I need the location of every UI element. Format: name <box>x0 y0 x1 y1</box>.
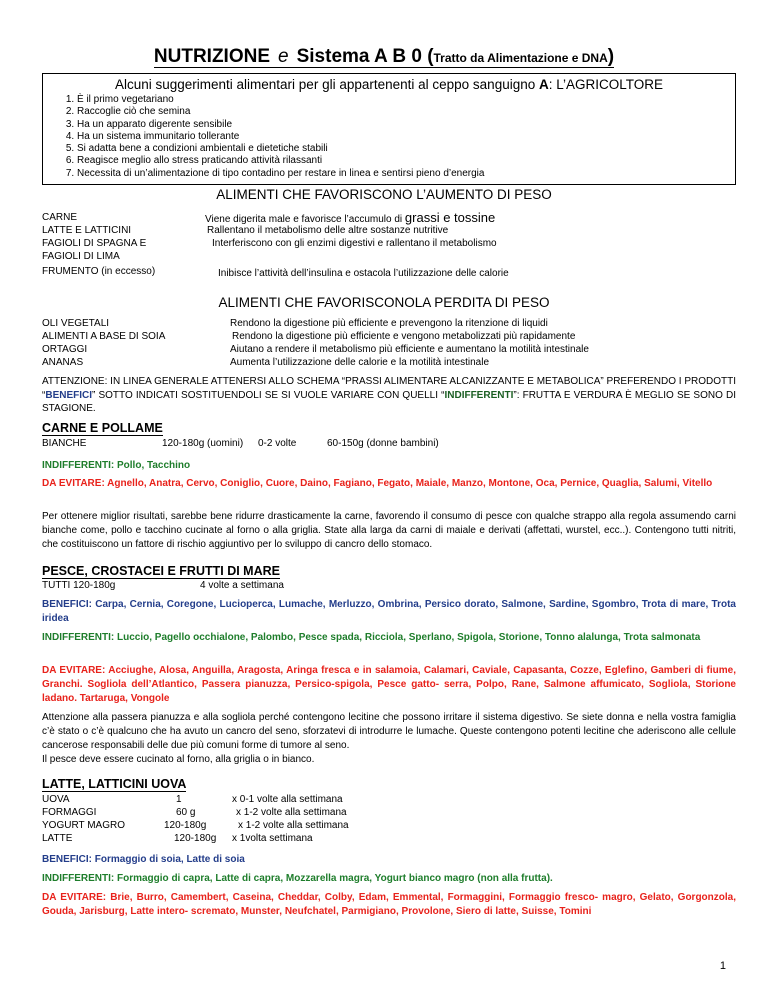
latte-heading <box>42 777 186 791</box>
gain-latte-desc: Rallentano il metabolismo delle altre sostanze nutritive <box>207 225 449 236</box>
pesce-heading-text: PESCE, CROSTACEI E FRUTTI DI MARE <box>42 564 280 578</box>
list-item: 2. Raccoglie ciò che semina <box>77 106 735 118</box>
gain-fagioli-lima: FAGIOLI DI LIMA <box>42 251 120 262</box>
carne-heading-text: CARNE E POLLAME <box>42 421 163 435</box>
gain-heading: ALIMENTI CHE FAVORISCONO L’AUMENTO DI PESO <box>216 187 552 202</box>
latte-freq: x 1-2 volte alla settimana <box>238 820 349 831</box>
latte-freq: x 1volta settimana <box>232 833 313 844</box>
attention-part-c: ”: FRUTTA E VERDURA È MEGLIO SE SONO DI STAGIONE. <box>42 389 736 414</box>
gain-fagioli-spagna: FAGIOLI DI SPAGNA E <box>42 238 147 249</box>
gain-carne-desc-b: grassi e tossine <box>404 210 496 225</box>
list-item: 6. Reagisce meglio allo stress praticando attività rilassanti <box>77 155 735 167</box>
title-source: Tratto da Alimentazione e DNA <box>433 51 608 65</box>
loss-desc: Rendono la digestione più efficiente e prevengono la ritenzione di liquidi <box>230 318 548 329</box>
loss-name: ORTAGGI <box>42 344 88 355</box>
intro-subtitle-group: A <box>538 77 549 92</box>
carne-freq: 0-2 volte <box>258 438 297 449</box>
pesce-freq: 4 volte a settimana <box>200 580 284 591</box>
attention-indifferenti: INDIFFERENTI <box>444 389 514 401</box>
loss-name: ALIMENTI A BASE DI SOIA <box>42 331 166 342</box>
list-item: 1. È il primo vegetariano <box>77 94 735 106</box>
page-number: 1 <box>719 960 726 972</box>
latte-freq: x 1-2 volte alla settimana <box>236 807 347 818</box>
attention-benefici: BENEFICI <box>45 389 93 401</box>
pesce-label: TUTTI 120-180g <box>42 580 116 591</box>
carne-label: BIANCHE <box>42 438 87 449</box>
list-item: 5. Si adatta bene a condizioni ambientali e dietetiche stabili <box>77 143 735 155</box>
list-item: 4. Ha un sistema immunitario tollerante <box>77 131 735 143</box>
latte-name: LATTE <box>42 833 73 844</box>
list-item: 7. Necessita di un’alimentazione di tipo contadino per restare in linea e sentirsi pieno d’energia <box>77 168 735 180</box>
loss-desc: Rendono la digestione più efficiente e vengono metabolizzati più rapidamente <box>232 331 576 342</box>
intro-list <box>43 94 735 180</box>
loss-name: ANANAS <box>42 357 84 368</box>
pesce-heading <box>42 564 280 578</box>
gain-carne-desc <box>205 210 495 225</box>
title-open-paren: ( <box>427 46 434 67</box>
gain-frumento: FRUMENTO (in eccesso) <box>42 266 156 277</box>
gain-frumento-desc: Inibisce l’attività dell’insulina e ostacola l’utilizzazione delle calorie <box>218 268 509 279</box>
attention-note <box>42 375 736 416</box>
latte-qty: 120-180g <box>174 833 217 844</box>
latte-name: FORMAGGI <box>42 807 97 818</box>
gain-latte: LATTE E LATTICINI <box>42 225 132 236</box>
latte-name: UOVA <box>42 794 70 805</box>
intro-subtitle <box>43 77 735 92</box>
title-main: NUTRIZIONE <box>153 46 271 67</box>
loss-desc: Aumenta l’utilizzazione delle calorie e la motilità intestinale <box>230 357 490 368</box>
gain-fagioli-desc: Interferiscono con gli enzimi digestivi e rallentano il metabolismo <box>212 238 497 249</box>
pesce-indifferenti: INDIFFERENTI: Luccio, Pagello occhialone, Palombo, Pesce spada, Ricciola, Sperlano, Spigola, Storione, Tonno alalunga, Trota salmonata <box>42 632 701 643</box>
carne-heading <box>42 421 163 435</box>
gain-carne-desc-a: Viene digerita male e favorisce l’accumulo di <box>205 214 405 225</box>
latte-qty: 120-180g <box>164 820 207 831</box>
carne-indifferenti: INDIFFERENTI: Pollo, Tacchino <box>42 460 191 471</box>
attention-part-b: ” SOTTO INDICATI SOSTITUENDOLI SE SI VUOLE VARIARE CON QUELLI “ <box>92 389 445 401</box>
pesce-note-1: Attenzione alla passera pianuzza e alla sogliola perché contengono lecitine che possono irritare il sistema digestivo. Se siete donna e nella vostra famiglia c’è stato o c’è qualcuno che ha avuto un cancro del seno, sforzatevi di introdurre le lumache. Queste contengono potenti lecitine che aderiscono alle cellule cancerose responsabili delle due più comuni forme di tumore al seno. <box>42 712 736 751</box>
loss-name: OLI VEGETALI <box>42 318 110 329</box>
latte-evitare: DA EVITARE: Brie, Burro, Camembert, Caseina, Cheddar, Colby, Edam, Emmental, Formaggini, Formaggio fresco- magro, Gelato, Gorgonzola, Gouda, Jarisburg, Latte intero- scremato, Munster, Neufchatel, Parmigiano, Provolone, Siero di latte, Suisse, Tomini <box>42 892 736 917</box>
title-e: e <box>278 46 289 67</box>
attention-part-a: ATTENZIONE: IN LINEA GENERALE ATTENERSI ALLO SCHEMA “PRASSI ALIMENTARE ALCANIZZANTE E METABOLICA” PREFERENDO I PRODOTTI “ <box>42 376 736 401</box>
latte-qty: 60 g <box>176 807 196 818</box>
carne-q2: 60-150g (donne bambini) <box>327 438 439 449</box>
title-close-paren: ) <box>607 46 615 67</box>
intro-subtitle-post: : L’AGRICOLTORE <box>548 77 664 92</box>
gain-carne: CARNE <box>42 212 78 223</box>
latte-indifferenti: INDIFFERENTI: Formaggio di capra, Latte di capra, Mozzarella magra, Yogurt bianco magro (non alla frutta). <box>42 873 553 884</box>
document-title <box>0 46 768 68</box>
carne-note: Per ottenere miglior risultati, sarebbe bene ridurre drasticamente la carne, favorendo il consumo di pesce con qualche strappo alla regola assumendo carni bianche come, pollo e tacchino cucinate al forno o alla griglia. State alla larga da carni di maiale e derivati (affettati, wurstel, ecc..). Contengono tutti nitriti, che costituiscono un fattore di rischio aggiuntivo per lo sviluppo di cancro dello stomaco. <box>42 511 736 550</box>
pesce-note-2: Il pesce deve essere cucinato al forno, alla griglia o in bianco. <box>42 754 315 765</box>
pesce-benefici: BENEFICI: Carpa, Cernia, Coregone, Lucioperca, Lumache, Merluzzo, Ombrina, Persico dorato, Salmone, Sardine, Sgombro, Trota di mare, Trota iridea <box>42 599 736 624</box>
latte-name: YOGURT MAGRO <box>42 820 125 831</box>
carne-evitare: DA EVITARE: Agnello, Anatra, Cervo, Coniglio, Cuore, Daino, Fagiano, Fegato, Maiale, Manzo, Montone, Oca, Pernice, Quaglia, Salumi, Vitello <box>42 478 713 489</box>
list-item: 3. Ha un apparato digerente sensibile <box>77 119 735 131</box>
loss-heading: ALIMENTI CHE FAVORISCONOLA PERDITA DI PESO <box>218 295 550 310</box>
intro-box <box>42 73 736 185</box>
latte-benefici: BENEFICI: Formaggio di soia, Latte di soia <box>42 854 245 865</box>
latte-heading-text: LATTE, LATTICINI UOVA <box>42 777 187 791</box>
latte-freq: x 0-1 volte alla settimana <box>232 794 343 805</box>
latte-qty: 1 <box>176 794 182 805</box>
pesce-evitare: DA EVITARE: Acciughe, Alosa, Anguilla, Aragosta, Aringa fresca e in salamoia, Calamari, Caviale, Capasanta, Cozze, Eglefino, Gamberi di fiume, Granchi. Sogliola dell’Atlantico, Passera pianuzza, Persico-spigola, Pesce gatto- serra, Polpo, Rane, Salmone affumicato, Sogliola, Storione ladano. Tartaruga, Vongole <box>42 665 736 704</box>
title-sistema: Sistema A B 0 <box>296 46 422 67</box>
carne-q1: 120-180g (uomini) <box>162 438 244 449</box>
intro-subtitle-pre: Alcuni suggerimenti alimentari per gli appartenenti al ceppo sanguigno <box>114 77 539 92</box>
loss-desc: Aiutano a rendere il metabolismo più efficiente e aumentano la motilità intestinale <box>230 344 589 355</box>
